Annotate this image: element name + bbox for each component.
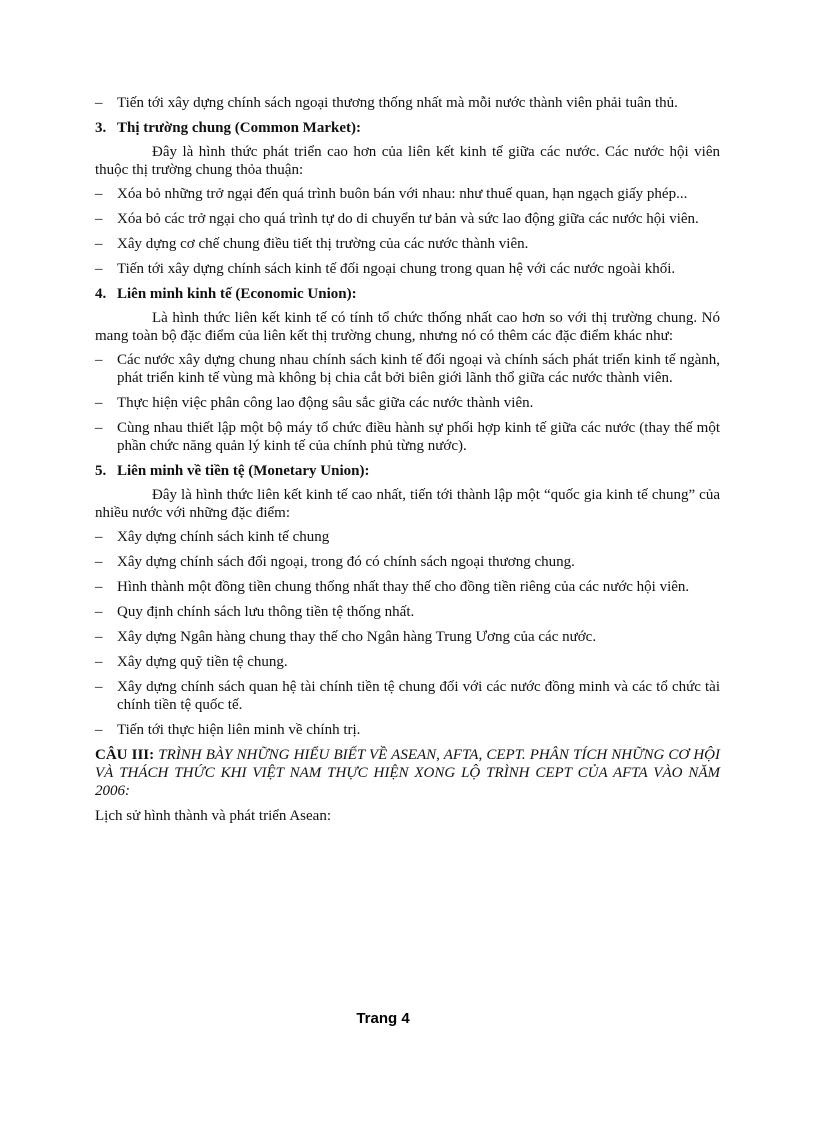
heading-number: 3.: [95, 120, 107, 136]
bullet-text: Xây dựng Ngân hàng chung thay thế cho Ngân hàng Trung Ương của các nước.: [117, 629, 597, 645]
bullet-dash: –: [95, 95, 103, 111]
bullet-item: [95, 528, 720, 546]
bullet-text: Tiến tới xây dựng chính sách ngoại thương thống nhất mà mỗi nước thành viên phải tuân thủ.: [117, 95, 678, 111]
document-body: [95, 94, 720, 831]
heading-text: Thị trường chung (Common Market):: [117, 120, 361, 136]
question-heading: [95, 746, 720, 800]
bullet-text: Thực hiện việc phân công lao động sâu sắc giữa các nước thành viên.: [117, 395, 534, 411]
bullet-item: [95, 210, 720, 228]
bullet-dash: –: [95, 352, 103, 368]
bullet-dash: –: [95, 236, 103, 252]
bullet-text: Xây dựng chính sách quan hệ tài chính tiền tệ chung đối với các nước đồng minh và các tổ chức tài chính tiền tệ quốc tế.: [117, 679, 720, 713]
bullet-dash: –: [95, 629, 103, 645]
bullet-item: [95, 260, 720, 278]
bullet-text: Xóa bỏ các trở ngại cho quá trình tự do di chuyển tư bản và sức lao động giữa các nước hội viên.: [117, 211, 699, 227]
bullet-dash: –: [95, 679, 103, 695]
bullet-text: Xây dựng quỹ tiền tệ chung.: [117, 654, 288, 670]
bullet-item: [95, 94, 720, 112]
bullet-item: [95, 419, 720, 455]
bullet-item: [95, 578, 720, 596]
bullet-dash: –: [95, 395, 103, 411]
paragraph: Đây là hình thức phát triển cao hơn của liên kết kinh tế giữa các nước. Các nước hội viên thuộc thị trường chung thỏa thuận:: [95, 144, 720, 178]
bullet-item: [95, 185, 720, 203]
bullet-text: Xây dựng chính sách đối ngoại, trong đó có chính sách ngoại thương chung.: [117, 554, 575, 570]
section-heading: [95, 119, 720, 137]
bullet-item: [95, 553, 720, 571]
bullet-text: Tiến tới xây dựng chính sách kinh tế đối ngoại chung trong quan hệ với các nước ngoài khối.: [117, 261, 676, 277]
page-footer: [0, 1010, 816, 1027]
bullet-dash: –: [95, 604, 103, 620]
paragraph: Đây là hình thức liên kết kinh tế cao nhất, tiến tới thành lập một “quốc gia kinh tế chung” của nhiều nước với những đặc điểm:: [95, 487, 720, 521]
bullet-item: [95, 653, 720, 671]
bullet-dash: –: [95, 579, 103, 595]
bullet-dash: –: [95, 211, 103, 227]
bullet-text: Cùng nhau thiết lập một bộ máy tổ chức điều hành sự phối hợp kinh tế giữa các nước (thay thế một phần chức năng quản lý kinh tế của chính phủ từng nước).: [117, 420, 720, 454]
bullet-item: [95, 721, 720, 739]
bullet-dash: –: [95, 186, 103, 202]
bullet-item: [95, 678, 720, 714]
heading-number: 5.: [95, 463, 107, 479]
bullet-item: [95, 394, 720, 412]
heading-text: Liên minh về tiền tệ (Monetary Union):: [117, 463, 370, 479]
bullet-item: [95, 603, 720, 621]
bullet-dash: –: [95, 722, 103, 738]
paragraph: Là hình thức liên kết kinh tế có tính tổ chức thống nhất cao hơn so với thị trường chung. Nó mang toàn bộ đặc điểm của liên kết thị trường chung, nhưng nó có thêm các đặc điểm khác như:: [95, 310, 720, 344]
bullet-dash: –: [95, 654, 103, 670]
paragraph: Lịch sử hình thành và phát triển Asean:: [95, 808, 331, 824]
bullet-item: [95, 351, 720, 387]
bullet-text: Xây dựng cơ chế chung điều tiết thị trường của các nước thành viên.: [117, 236, 529, 252]
bullet-dash: –: [95, 261, 103, 277]
bullet-text: Xóa bỏ những trở ngại đến quá trình buôn bán với nhau: như thuế quan, hạn ngạch giấy phép...: [117, 186, 688, 202]
bullet-text: Hình thành một đồng tiền chung thống nhất thay thế cho đồng tiền riêng của các nước hội viên.: [117, 579, 690, 595]
bullet-item: [95, 235, 720, 253]
bullet-dash: –: [95, 529, 103, 545]
question-label: CÂU III:: [95, 747, 155, 763]
section-heading: [95, 285, 720, 303]
bullet-item: [95, 628, 720, 646]
section-heading: [95, 462, 720, 480]
page-number: Trang 4: [356, 1010, 410, 1027]
bullet-dash: –: [95, 554, 103, 570]
bullet-text: Tiến tới thực hiện liên minh về chính trị.: [117, 722, 361, 738]
heading-number: 4.: [95, 286, 107, 302]
heading-text: Liên minh kinh tế (Economic Union):: [117, 286, 357, 302]
bullet-text: Quy định chính sách lưu thông tiền tệ thống nhất.: [117, 604, 415, 620]
bullet-dash: –: [95, 420, 103, 436]
question-text: TRÌNH BÀY NHỮNG HIỂU BIẾT VỀ ASEAN, AFTA, CEPT. PHÂN TÍCH NHỮNG CƠ HỘI VÀ THÁCH THỨC KHI VIỆT NAM THỰC HIỆN XONG LỘ TRÌNH CEPT CỦA AFTA VÀO NĂM 2006:: [95, 747, 721, 799]
bullet-text: Các nước xây dựng chung nhau chính sách kinh tế đối ngoại và chính sách phát triển kinh tế ngành, phát triển kinh tế vùng mà không bị chia cắt bởi biên giới lãnh thổ giữa các nước thành viên.: [117, 352, 720, 386]
bullet-text: Xây dựng chính sách kinh tế chung: [117, 529, 330, 545]
